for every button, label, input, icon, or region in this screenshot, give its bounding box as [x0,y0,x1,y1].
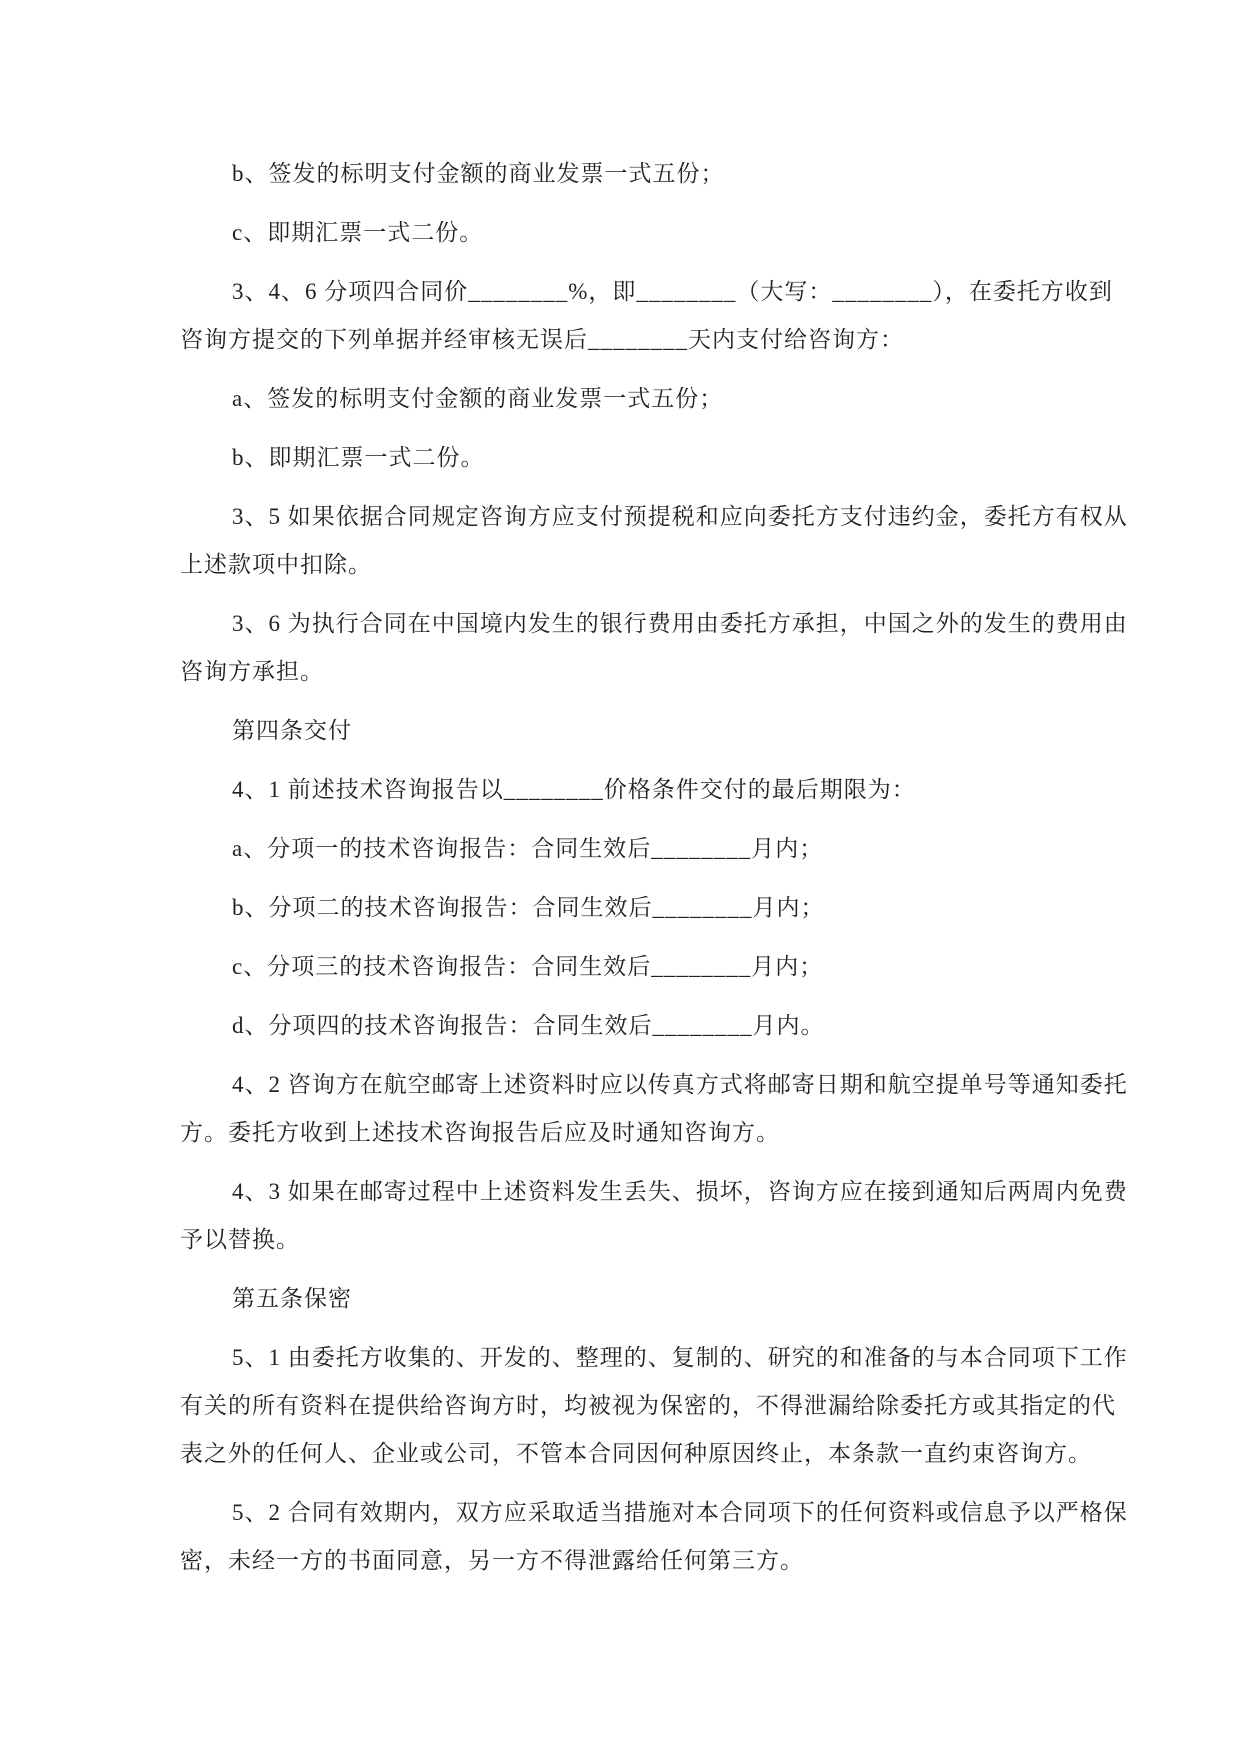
paragraph-line: b、签发的标明支付金额的商业发票一式五份； [232,161,725,186]
paragraph-line: 有关的所有资料在提供给咨询方时，均被视为保密的，不得泄漏给除委托方或其指定的代 [180,1393,1116,1418]
section-heading-text: 第五条保密 [232,1286,352,1311]
paragraph-draft-c [180,209,1100,257]
paragraph-line: 予以替换。 [180,1227,300,1252]
paragraph-clause-4-2 [180,1061,1128,1157]
paragraph-clause-5-2 [180,1489,1128,1585]
paragraph-line: 咨询方提交的下列单据并经审核无误后________天内支付给咨询方： [180,327,904,352]
paragraph-report-c [180,943,1100,991]
paragraph-line: 3、4、6 分项四合同价________%，即________（大写：________），在委托方收到 [232,279,1113,304]
section-heading-text: 第四条交付 [232,718,352,743]
paragraph-line: d、分项四的技术咨询报告：合同生效后________月内。 [232,1013,825,1038]
paragraph-clause-3-6 [180,600,1128,696]
paragraph-line: a、分项一的技术咨询报告：合同生效后________月内； [232,836,824,861]
paragraph-line: 4、2 咨询方在航空邮寄上述资料时应以传真方式将邮寄日期和航空提单号等通知委托 [232,1072,1128,1097]
paragraph-line: 4、3 如果在邮寄过程中上述资料发生丢失、损坏，咨询方应在接到通知后两周内免费 [232,1179,1128,1204]
paragraph-report-b [180,884,1100,932]
paragraph-clause-4-1 [180,766,1100,814]
paragraph-draft-b [180,434,1100,482]
paragraph-line: 4、1 前述技术咨询报告以________价格条件交付的最后期限为： [232,777,916,802]
paragraph-line: 方。委托方收到上述技术咨询报告后应及时通知咨询方。 [180,1120,780,1145]
paragraph-report-a [180,825,1100,873]
paragraph-line: 5、1 由委托方收集的、开发的、整理的、复制的、研究的和准备的与本合同项下工作 [232,1345,1128,1370]
paragraph-clause-4-3 [180,1168,1128,1264]
paragraph-clause-5-1 [180,1334,1128,1478]
paragraph-line: 3、6 为执行合同在中国境内发生的银行费用由委托方承担，中国之外的发生的费用由 [232,611,1128,636]
paragraph-line: 5、2 合同有效期内，双方应采取适当措施对本合同项下的任何资料或信息予以严格保 [232,1500,1128,1525]
paragraph-report-d [180,1002,1100,1050]
paragraph-line: c、即期汇票一式二份。 [232,220,484,245]
paragraph-invoice-a [180,375,1100,423]
paragraph-line: 上述款项中扣除。 [180,552,372,577]
paragraph-line: 咨询方承担。 [180,659,324,684]
paragraph-line: b、分项二的技术咨询报告：合同生效后________月内； [232,895,825,920]
paragraph-line: b、即期汇票一式二份。 [232,445,485,470]
section-heading-delivery [180,707,1100,755]
paragraph-line: 3、5 如果依据合同规定咨询方应支付预提税和应向委托方支付违约金，委托方有权从 [232,504,1128,529]
paragraph-line: 密，未经一方的书面同意，另一方不得泄露给任何第三方。 [180,1548,804,1573]
paragraph-line: a、签发的标明支付金额的商业发票一式五份； [232,386,724,411]
paragraph-clause-3-5 [180,493,1128,589]
paragraph-invoice-b [180,150,1100,198]
section-heading-confidentiality [180,1275,1100,1323]
paragraph-line: c、分项三的技术咨询报告：合同生效后________月内； [232,954,824,979]
paragraph-line: 表之外的任何人、企业或公司，不管本合同因何种原因终止，本条款一直约束咨询方。 [180,1441,1092,1466]
paragraph-clause-3-4-6 [180,268,1113,364]
